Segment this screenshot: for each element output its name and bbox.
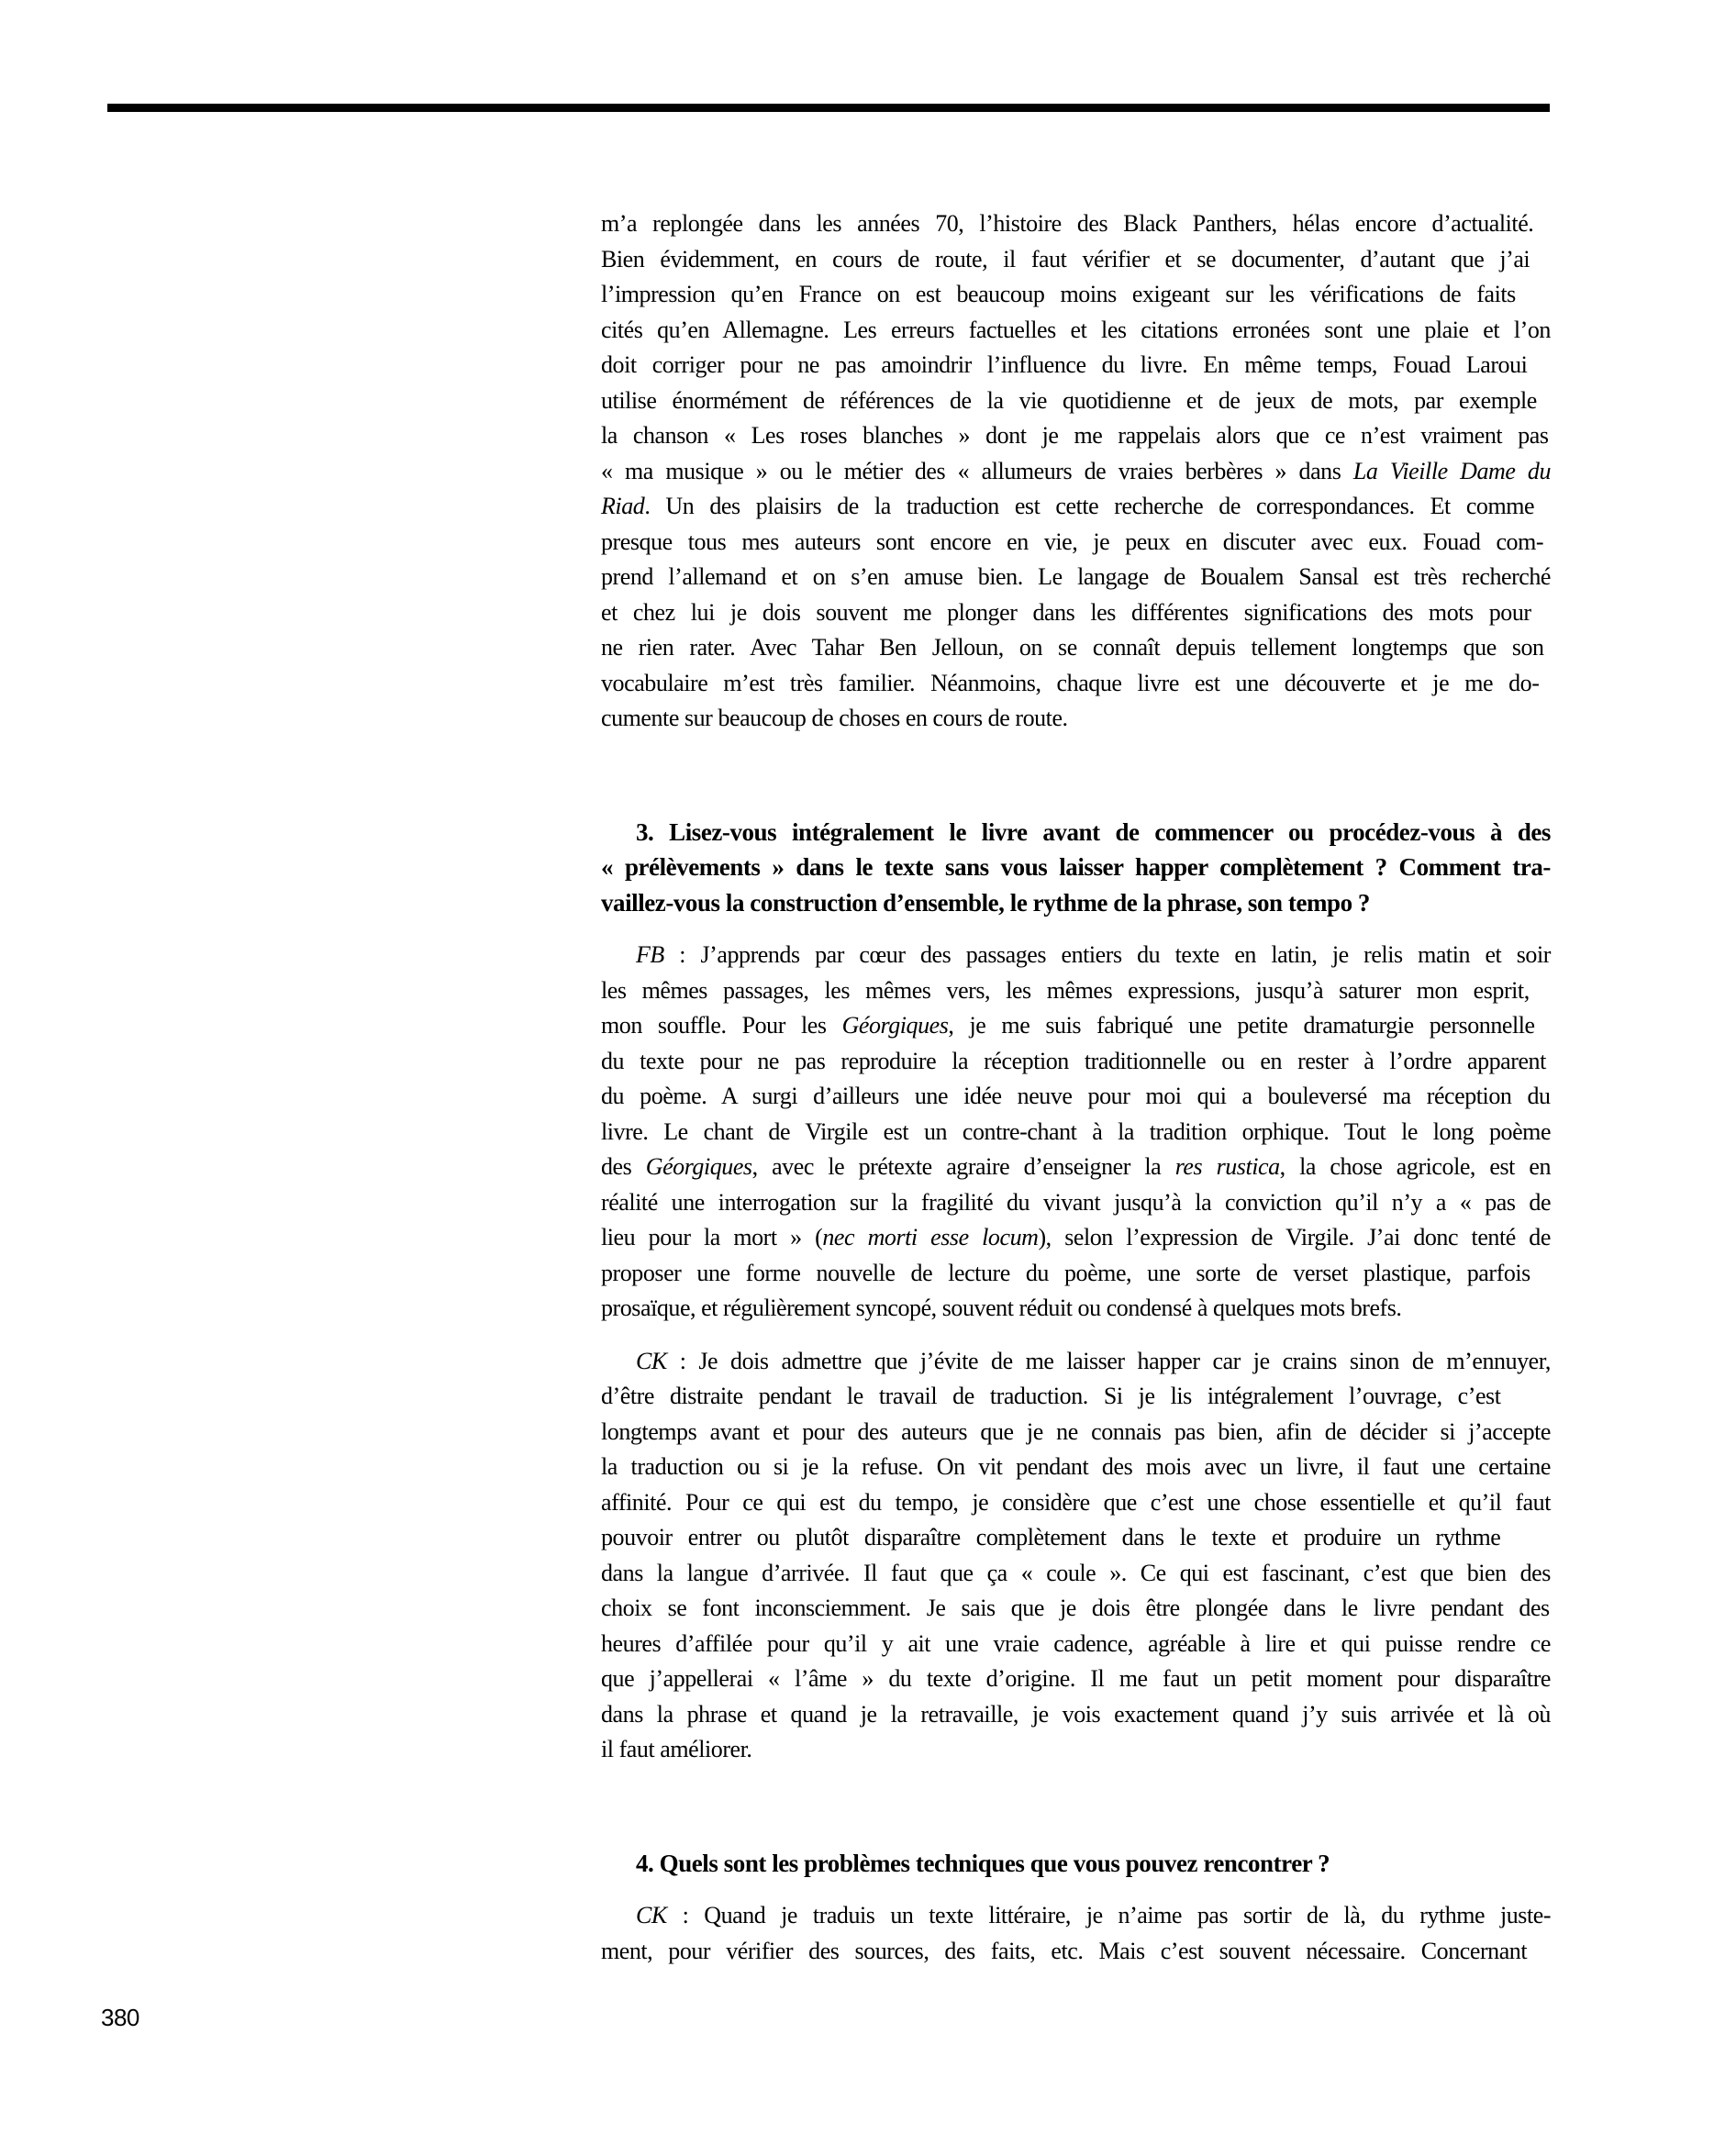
italic-text: FB bbox=[636, 941, 664, 968]
text-line: affinité. Pour ce qui est du tempo, je considère que c’est une chose essentielle et qu’il faut bbox=[601, 1488, 1551, 1516]
page-number: 380 bbox=[101, 2004, 139, 2031]
text-line: Bien évidemment, en cours de route, il faut vérifier et se documenter, d’autant que j’ai bbox=[601, 245, 1530, 272]
text-line: cités qu’en Allemagne. Les erreurs factuelles et les citations erronées sont une plaie et l’on bbox=[601, 316, 1551, 343]
text-line: dans la phrase et quand je la retravaille, je vois exactement quand j’y suis arrivée et là où bbox=[601, 1700, 1551, 1728]
italic-text: Géorgiques bbox=[841, 1012, 949, 1039]
paragraph bbox=[601, 1344, 1551, 1768]
text-line: vocabulaire m’est très familier. Néanmoins, chaque livre est une découverte et je me do- bbox=[601, 669, 1540, 696]
text-line: ment, pour vérifier des sources, des faits, etc. Mais c’est souvent nécessaire. Concernant bbox=[601, 1937, 1528, 1964]
text-line: CK : Quand je traduis un texte littéraire, je n’aime pas sortir de là, du rythme juste- bbox=[636, 1902, 1552, 1928]
text-line: CK : Je dois admettre que j’évite de me laisser happer car je crains sinon de m’ennuyer, bbox=[636, 1347, 1551, 1374]
text-line: Riad. Un des plaisirs de la traduction est cette recherche de correspondances. Et comme bbox=[601, 493, 1535, 519]
paragraph bbox=[601, 1898, 1551, 1969]
text-line: vaillez-vous la construction d’ensemble, le rythme de la phrase, son tempo ? bbox=[601, 888, 1370, 917]
text-line: m’a replongée dans les années 70, l’histoire des Black Panthers, hélas encore d’actualité. bbox=[601, 210, 1534, 237]
text-line: FB : J’apprends par cœur des passages entiers du texte en latin, je relis matin et soir bbox=[636, 941, 1551, 968]
text-line: du texte pour ne pas reproduire la réception traditionnelle ou en rester à l’ordre apparent bbox=[601, 1047, 1546, 1074]
text-line: heures d’affilée pour qu’il y ait une vraie cadence, agréable à lire et qui puisse rendre ce bbox=[601, 1629, 1551, 1657]
italic-text: res rustica bbox=[1174, 1153, 1280, 1180]
section-heading bbox=[601, 1846, 1551, 1882]
italic-text: Géorgiques bbox=[645, 1153, 752, 1180]
text-line: les mêmes passages, les mêmes vers, les mêmes expressions, jusqu’à saturer mon esprit, bbox=[601, 976, 1530, 1004]
text-line: choix se font inconsciemment. Je sais que je dois être plongée dans le livre pendant des bbox=[601, 1595, 1550, 1621]
text-line: « ma musique » ou le métier des « allumeurs de vraies berbères » dans La Vieille Dame du bbox=[601, 457, 1552, 484]
italic-text: CK bbox=[636, 1902, 667, 1928]
text-line: ne rien rater. Avec Tahar Ben Jelloun, on se connaît depuis tellement longtemps que son bbox=[601, 634, 1544, 661]
header-rule bbox=[107, 104, 1550, 112]
italic-text: Riad bbox=[601, 493, 645, 519]
text-line: mon souffle. Pour les Géorgiques, je me suis fabriqué une petite dramaturgie personnelle bbox=[601, 1012, 1535, 1039]
text-line: des Géorgiques, avec le prétexte agraire d’enseigner la res rustica, la chose agricole, est en bbox=[601, 1153, 1552, 1180]
text-line: du poème. A surgi d’ailleurs une idée neuve pour moi qui a bouleversé ma réception du bbox=[601, 1083, 1551, 1109]
text-line: d’être distraite pendant le travail de traduction. Si je lis intégralement l’ouvrage, c’est bbox=[601, 1383, 1501, 1409]
text-line: presque tous mes auteurs sont encore en vie, je peux en discuter avec eux. Fouad com- bbox=[601, 528, 1544, 555]
text-line: livre. Le chant de Virgile est un contre-chant à la tradition orphique. Tout le long poème bbox=[601, 1117, 1552, 1145]
paragraph bbox=[601, 938, 1551, 1327]
text-line: lieu pour la mort » (nec morti esse locum), selon l’expression de Virgile. J’ai donc tenté de bbox=[601, 1224, 1551, 1250]
text-line: la chanson « Les roses blanches » dont je me rappelais alors que ce n’est vraiment pas bbox=[601, 422, 1549, 449]
text-line: prend l’allemand et on s’en amuse bien. Le langage de Boualem Sansal est très recherché bbox=[601, 563, 1552, 590]
text-line: dans la langue d’arrivée. Il faut que ça « coule ». Ce qui est fascinant, c’est que bien des bbox=[601, 1559, 1551, 1586]
text-line: que j’appellerai « l’âme » du texte d’origine. Il me faut un petit moment pour disparaître bbox=[601, 1665, 1552, 1692]
text-line: et chez lui je dois souvent me plonger dans les différentes significations des mots pour bbox=[601, 598, 1531, 626]
text-line: l’impression qu’en France on est beaucoup moins exigeant sur les vérifications de faits bbox=[601, 281, 1516, 307]
italic-text: La Vieille Dame du bbox=[1352, 457, 1552, 484]
text-line: prosaïque, et régulièrement syncopé, souvent réduit ou condensé à quelques mots brefs. bbox=[601, 1295, 1402, 1321]
text-line: utilise énormément de références de la vie quotidienne et de jeux de mots, par exemple bbox=[601, 386, 1537, 414]
italic-text: nec morti esse locum bbox=[822, 1224, 1039, 1250]
section-heading bbox=[601, 815, 1551, 921]
text-line: 3. Lisez-vous intégralement le livre avant de commencer ou procédez-vous à des bbox=[636, 817, 1551, 846]
italic-text: CK bbox=[636, 1347, 667, 1374]
text-line: il faut améliorer. bbox=[601, 1736, 752, 1762]
text-line: doit corriger pour ne pas amoindrir l’influence du livre. En même temps, Fouad Laroui bbox=[601, 351, 1528, 378]
text-line: proposer une forme nouvelle de lecture du poème, une sorte de verset plastique, parfois bbox=[601, 1259, 1530, 1286]
text-line: la traduction ou si je la refuse. On vit pendant des mois avec un livre, il faut une certaine bbox=[601, 1453, 1551, 1480]
text-line: « prélèvements » dans le texte sans vous laisser happer complètement ? Comment tra- bbox=[601, 853, 1551, 881]
text-line: réalité une interrogation sur la fragilité du vivant jusqu’à la conviction qu’il n’y a « pas de bbox=[601, 1188, 1552, 1216]
text-line: cumente sur beaucoup de choses en cours de route. bbox=[601, 705, 1068, 731]
paragraph bbox=[601, 206, 1551, 737]
text-line: longtemps avant et pour des auteurs que je ne connais pas bien, afin de décider si j’accepte bbox=[601, 1417, 1551, 1445]
text-line: pouvoir entrer ou plutôt disparaître complètement dans le texte et produire un rythme bbox=[601, 1524, 1501, 1550]
text-line: 4. Quels sont les problèmes techniques que vous pouvez rencontrer ? bbox=[636, 1849, 1330, 1877]
text-column bbox=[601, 206, 1551, 1969]
